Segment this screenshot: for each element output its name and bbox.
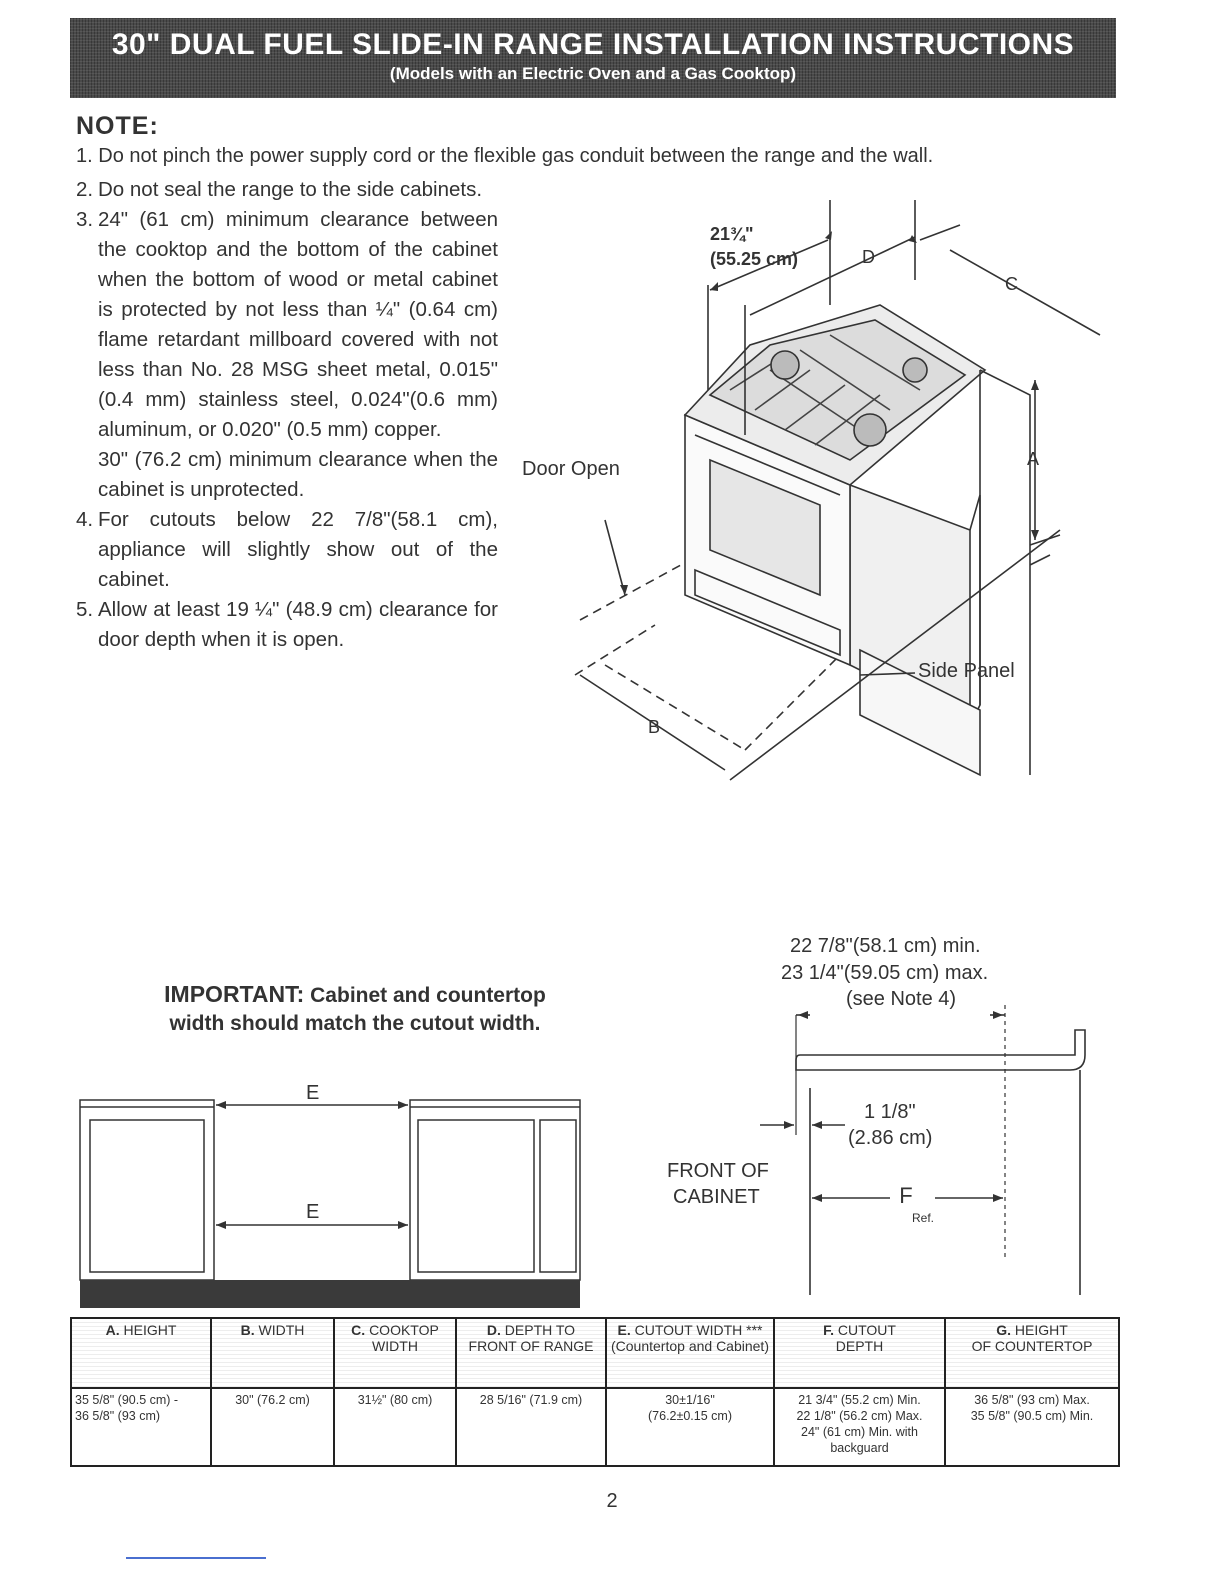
dim-label-width: 21¾" bbox=[710, 224, 754, 244]
table-header: E. CUTOUT WIDTH *** (Countertop and Cabinet) bbox=[606, 1318, 774, 1388]
page-subtitle: (Models with an Electric Oven and a Gas Cooktop) bbox=[389, 64, 797, 83]
cutout-depth-label: F bbox=[899, 1183, 913, 1208]
cutout-width-label-top: E bbox=[306, 1082, 320, 1104]
door-open-label: Door Open bbox=[522, 458, 620, 480]
note-text: For cutouts below 22 7/8"(58.1 cm), appliance will slightly show out of the cabinet. bbox=[98, 508, 498, 591]
dimension-table bbox=[70, 1317, 1120, 1467]
table-header: B. WIDTH bbox=[211, 1318, 334, 1388]
table-header: D. DEPTH TO FRONT OF RANGE bbox=[456, 1318, 606, 1388]
table-cell: 30" (76.2 cm) bbox=[211, 1388, 334, 1466]
note-item-3 bbox=[76, 205, 498, 505]
dim-label-c: C bbox=[1005, 274, 1018, 294]
table-cell: 35 5/8" (90.5 cm) - 36 5/8" (93 cm) bbox=[71, 1388, 211, 1466]
table-header-row bbox=[71, 1318, 1119, 1388]
table-cell: 31½" (80 cm) bbox=[334, 1388, 456, 1466]
dim-label-width-metric: (55.25 cm) bbox=[710, 249, 799, 269]
table-cell: 28 5/16" (71.9 cm) bbox=[456, 1388, 606, 1466]
important-lead: IMPORTANT: bbox=[164, 981, 305, 1007]
important-line-2: width should match the cutout width. bbox=[169, 1012, 541, 1035]
note-text: Do not pinch the power supply cord or the flexible gas conduit between the range and the wall. bbox=[98, 145, 934, 167]
table-header: C. COOKTOP WIDTH bbox=[334, 1318, 456, 1388]
cutout-width-label-bottom: E bbox=[306, 1201, 320, 1223]
cutout-dim-max: 23 1/4"(59.05 cm) max. bbox=[781, 962, 989, 984]
note-number: 1. bbox=[76, 145, 93, 167]
title-banner bbox=[70, 18, 1116, 98]
note-text: Do not seal the range to the side cabinets. bbox=[98, 178, 483, 201]
note-item-1 bbox=[76, 145, 933, 168]
page-number: 2 bbox=[606, 1490, 618, 1512]
important-note bbox=[120, 980, 590, 1038]
note-number: 3. bbox=[76, 208, 94, 231]
note-text: 24" (61 cm) minimum clearance between the cooktop and the bottom of the cabinet when the bottom of wood or metal cabinet is protected by not less than ¼" (0.64 cm) flame retardant millboard covered with not less than No. 28 MSG sheet metal, 0.015"(0.4 mm) stainless steel, 0.024"(0.6 mm) aluminum, or 0.020" (0.5 mm) copper. bbox=[98, 208, 498, 441]
gap-dim-metric: (2.86 cm) bbox=[848, 1127, 933, 1149]
table-header: G. HEIGHT OF COUNTERTOP bbox=[945, 1318, 1119, 1388]
table-row bbox=[71, 1388, 1119, 1466]
dim-label-a: A bbox=[1027, 449, 1040, 469]
note-number: 2. bbox=[76, 178, 94, 201]
dim-label-b: B bbox=[648, 717, 661, 737]
table-cell: 36 5/8" (93 cm) Max. 35 5/8" (90.5 cm) Min. bbox=[945, 1388, 1119, 1466]
note-item-4 bbox=[76, 505, 498, 595]
note-text-continued: 30" (76.2 cm) minimum clearance when the cabinet is unprotected. bbox=[98, 448, 498, 501]
cutout-dim-min: 22 7/8"(58.1 cm) min. bbox=[790, 935, 981, 957]
dim-label-d: D bbox=[862, 247, 875, 267]
note-list bbox=[76, 175, 498, 655]
note-number: 5. bbox=[76, 598, 94, 621]
front-of-cabinet-line1: FRONT OF bbox=[667, 1160, 769, 1182]
important-line-1: Cabinet and countertop bbox=[310, 984, 546, 1007]
gap-dim: 1 1/8" bbox=[864, 1101, 916, 1123]
front-of-cabinet-line2: CABINET bbox=[673, 1186, 760, 1208]
countertop-base bbox=[80, 1280, 580, 1308]
note-item-2 bbox=[76, 175, 498, 205]
cutout-dim-note: (see Note 4) bbox=[846, 988, 957, 1010]
footer-rule bbox=[126, 1557, 266, 1559]
note-heading: NOTE: bbox=[76, 112, 159, 140]
table-cell: 21 3/4" (55.2 cm) Min. 22 1/8" (56.2 cm) Max. 24" (61 cm) Min. with backguard bbox=[774, 1388, 945, 1466]
note-item-5 bbox=[76, 595, 498, 655]
cabinet-front-diagram bbox=[80, 1082, 580, 1310]
table-header: F. CUTOUT DEPTH bbox=[774, 1318, 945, 1388]
table-cell: 30±1/16" (76.2±0.15 cm) bbox=[606, 1388, 774, 1466]
page-title: 30" DUAL FUEL SLIDE-IN RANGE INSTALLATION INSTRUCTIONS bbox=[111, 28, 1075, 61]
note-text: Allow at least 19 ¼" (48.9 cm) clearance for door depth when it is open. bbox=[98, 598, 498, 651]
side-panel-label: Side Panel bbox=[918, 660, 1015, 682]
reference-label: Ref. bbox=[912, 1211, 935, 1225]
table-header: A. HEIGHT bbox=[71, 1318, 211, 1388]
note-number: 4. bbox=[76, 508, 94, 531]
range-illustration bbox=[560, 195, 1120, 795]
